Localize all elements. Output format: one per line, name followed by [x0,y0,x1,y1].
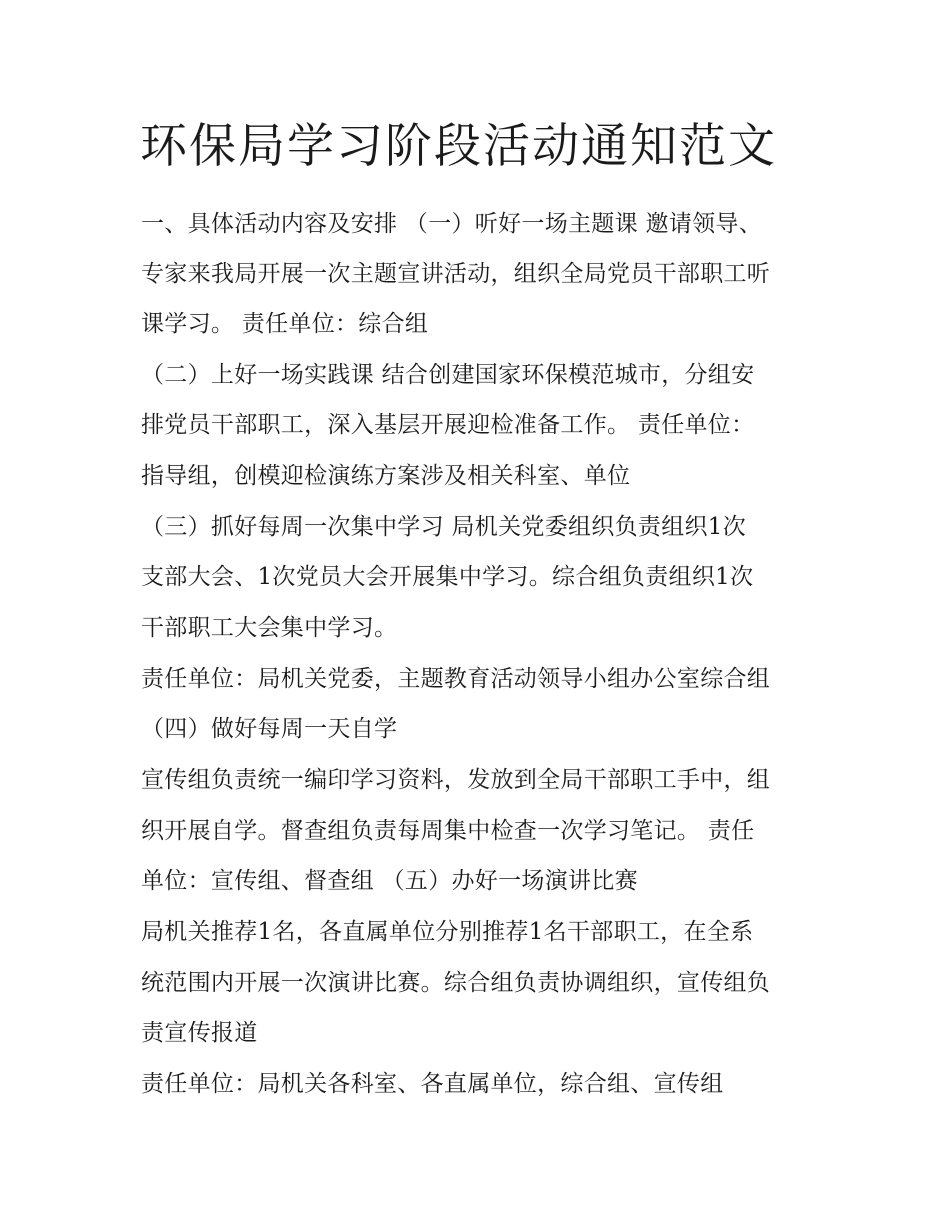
body-line: 责任单位：局机关党委，主题教育活动领导小组办公室综合组 [141,666,771,692]
body-line: 专家来我局开展一次主题宣讲活动，组织全局党员干部职工听 [141,261,771,287]
body-line: 排党员干部职工，深入基层开展迎检准备工作。 责任单位： [141,412,755,438]
body-line: 干部职工大会集中学习。 [141,615,398,641]
body-line: （二）上好一场实践课 结合创建国家环保模范城市，分组安 [141,362,755,388]
document-title: 环保局学习阶段活动通知范文 [140,119,777,174]
body-line: 责任单位：局机关各科室、各直属单位，综合组、宣传组 [141,1071,724,1097]
body-line: 责宣传报道 [141,1020,258,1046]
body-line: （三）抓好每周一次集中学习 局机关党委组织负责组织1次 [141,514,747,540]
body-line: 课学习。 责任单位：综合组 [141,311,429,337]
body-line: 局机关推荐1名，各直属单位分别推荐1名干部职工，在全系 [141,919,754,945]
body-line: 指导组，创模迎检演练方案涉及相关科室、单位 [141,463,631,489]
body-line: 统范围内开展一次演讲比赛。综合组负责协调组织，宣传组负 [141,970,771,996]
body-line: 单位：宣传组、督查组 （五）办好一场演讲比赛 [141,868,638,894]
body-line: 一、具体活动内容及安排 （一）听好一场主题课 邀请领导、 [141,211,763,237]
body-line: 织开展自学。督查组负责每周集中检查一次学习笔记。 责任 [141,818,755,844]
body-line: 支部大会、1次党员大会开展集中学习。综合组负责组织1次 [141,564,754,590]
body-line: （四）做好每周一天自学 [141,716,398,742]
body-line: 宣传组负责统一编印学习资料，发放到全局干部职工手中，组 [141,767,771,793]
